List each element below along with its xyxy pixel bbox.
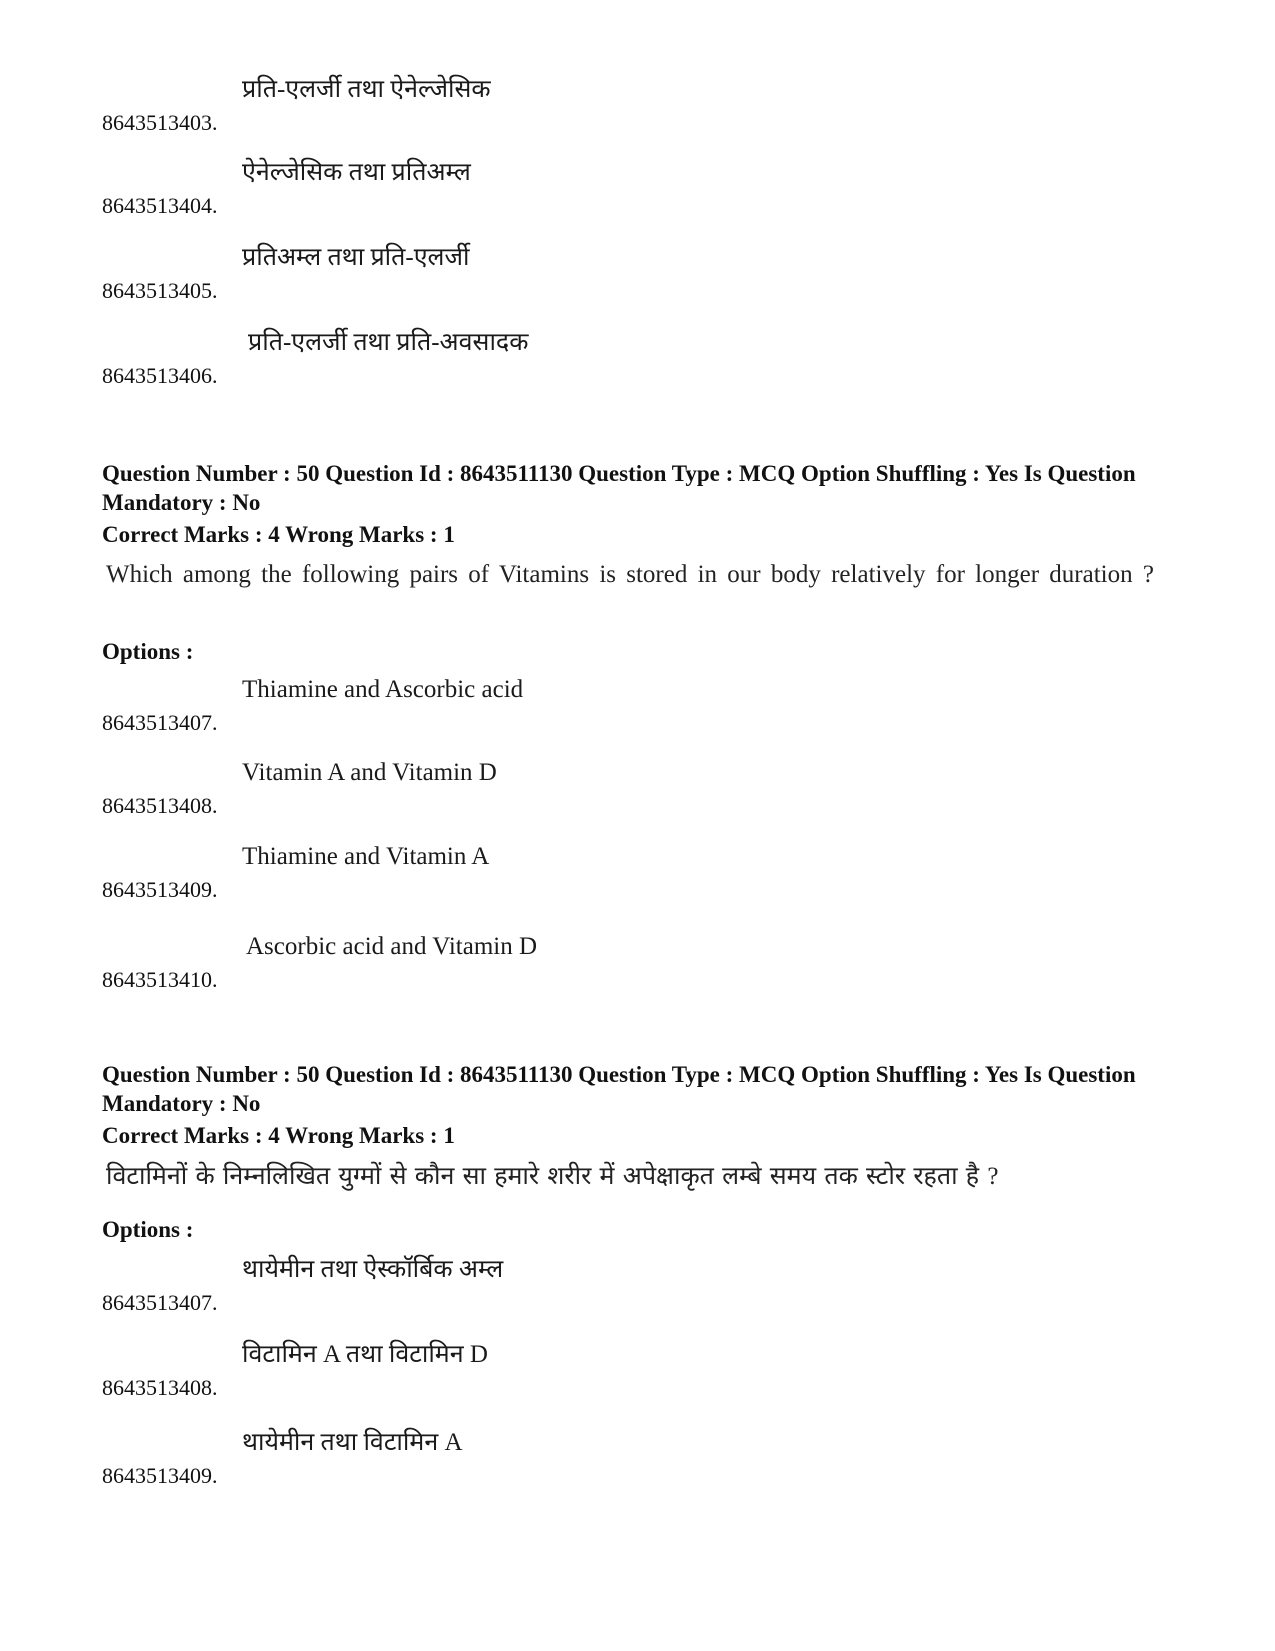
option-row <box>102 328 1202 388</box>
option-row <box>102 158 1202 218</box>
option-id: 8643513407. <box>102 1290 218 1315</box>
options-label: Options : <box>102 639 194 664</box>
option-row <box>102 675 1202 735</box>
question-text: विटामिनों के निम्नलिखित युग्मों से कौन सा हमारे शरीर में अपेक्षाकृत लम्बे समय तक स्टोर रहता है ? <box>106 1163 999 1190</box>
option-text: प्रति-एलर्जी तथा प्रति-अवसादक <box>248 329 529 356</box>
option-row <box>102 1428 1202 1488</box>
option-text: Thiamine and Vitamin A <box>242 843 490 870</box>
option-text: ऐनेल्जेसिक तथा प्रतिअम्ल <box>242 159 471 186</box>
option-row <box>102 842 1202 902</box>
option-text: प्रतिअम्ल तथा प्रति-एलर्जी <box>242 244 470 271</box>
option-id: 8643513409. <box>102 1463 218 1488</box>
question-meta: Question Number : 50 Question Id : 8643511130 Question Type : MCQ Option Shuffling : Yes Is Question Mandatory : No <box>102 461 1136 515</box>
question-text: Which among the following pairs of Vitamins is stored in our body relatively for longer duration ? <box>106 561 1154 588</box>
question-marks: Correct Marks : 4 Wrong Marks : 1 <box>102 522 455 547</box>
option-text: विटामिन A तथा विटामिन D <box>242 1341 488 1368</box>
question-marks: Correct Marks : 4 Wrong Marks : 1 <box>102 1123 455 1148</box>
question-meta: Question Number : 50 Question Id : 8643511130 Question Type : MCQ Option Shuffling : Yes Is Question Mandatory : No <box>102 1062 1136 1116</box>
option-id: 8643513404. <box>102 193 218 218</box>
option-id: 8643513406. <box>102 363 218 388</box>
option-id: 8643513407. <box>102 710 218 735</box>
option-id: 8643513410. <box>102 967 218 992</box>
option-row <box>102 1255 1202 1315</box>
option-id: 8643513405. <box>102 278 218 303</box>
option-row <box>102 758 1202 818</box>
option-id: 8643513408. <box>102 1375 218 1400</box>
option-text: Ascorbic acid and Vitamin D <box>246 933 538 960</box>
option-text: थायेमीन तथा विटामिन A <box>242 1429 463 1456</box>
option-text: Vitamin A and Vitamin D <box>242 759 497 786</box>
options-label: Options : <box>102 1217 194 1242</box>
option-id: 8643513403. <box>102 110 218 135</box>
option-text: प्रति-एलर्जी तथा ऐनेल्जेसिक <box>242 76 491 103</box>
option-row <box>102 243 1202 303</box>
option-text: थायेमीन तथा ऐस्कॉर्बिक अम्ल <box>242 1256 504 1283</box>
option-row <box>102 932 1202 992</box>
option-id: 8643513408. <box>102 793 218 818</box>
option-row <box>102 1340 1202 1400</box>
option-id: 8643513409. <box>102 877 218 902</box>
option-text: Thiamine and Ascorbic acid <box>242 676 524 703</box>
option-row <box>102 75 1202 135</box>
